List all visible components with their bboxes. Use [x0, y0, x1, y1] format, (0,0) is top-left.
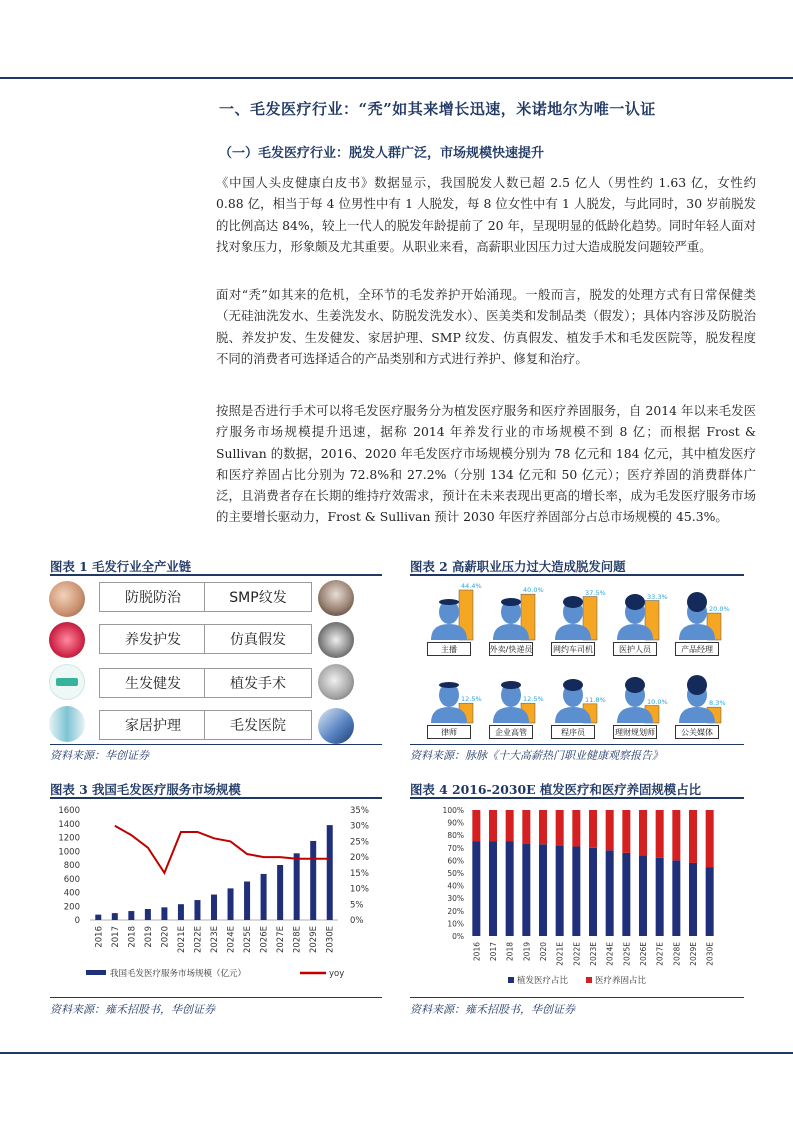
- fig2-title: 图表 2 高薪职业压力过大造成脱发问题: [410, 559, 626, 574]
- person-hair: [439, 682, 459, 688]
- fig2-occupation-label: 公关媒体: [675, 725, 719, 739]
- fig2-pct-label: 8.3%: [709, 699, 726, 708]
- fig2-pct-label: 12.5%: [523, 695, 544, 704]
- fig3-y-tick: 400: [63, 888, 80, 899]
- fig4-bar-yanggu: [589, 810, 597, 848]
- fig3-y2-tick: 20%: [350, 853, 369, 864]
- smp-scalp-photo-icon: [318, 580, 354, 616]
- fig4-y-tick: 30%: [447, 894, 464, 904]
- hair-growth-logo-icon: [49, 664, 85, 700]
- fig3-y2-tick: 5%: [350, 900, 364, 911]
- fig3-y-tick: 800: [63, 861, 80, 871]
- fig4-y-tick: 80%: [447, 831, 464, 841]
- fig4-bar-yanggu: [522, 810, 530, 844]
- fig4-x-tick: 2025E: [622, 942, 632, 966]
- fig3-legend-line-label: yoy: [329, 969, 345, 979]
- fig4-bar-zhifa: [556, 845, 564, 936]
- fig4-y-tick: 100%: [442, 806, 464, 815]
- fig4-x-tick: 2027E: [655, 942, 665, 966]
- box-yiyuan: 毛发医院: [204, 710, 312, 740]
- fig4-x-tick: 2028E: [672, 942, 682, 966]
- transplant-photo-icon: [318, 664, 354, 700]
- subsection-heading: （一）毛发医疗行业：脱发人群广泛，市场规模快速提升: [219, 146, 545, 161]
- person-hair: [687, 675, 707, 695]
- fig3-x-tick: 2020: [160, 926, 171, 948]
- footer-rule: [0, 1052, 793, 1054]
- fig1-bottom-rule: [50, 744, 382, 745]
- fig3-y-tick: 200: [63, 902, 80, 913]
- fig3-y-tick: 1000: [58, 847, 80, 858]
- fig3-bar: [294, 853, 300, 920]
- fig4-x-tick: 2023E: [589, 942, 598, 966]
- fig4-bar-yanggu: [472, 810, 480, 842]
- fig4-bar-yanggu: [622, 810, 630, 853]
- fig3-y2-tick: 10%: [350, 884, 369, 895]
- fig3-x-tick: 2022E: [193, 926, 204, 954]
- box-jiafa: 仿真假发: [204, 624, 312, 654]
- fig3-source: 资料来源：雍禾招股书，华创证券: [50, 1003, 215, 1016]
- fig2-source: 资料来源：脉脉《十大高薪热门职业健康观察报告》: [410, 749, 663, 762]
- fig3-bar: [211, 895, 217, 920]
- fig4-bar-zhifa: [689, 863, 697, 936]
- box-smp: SMP纹发: [204, 582, 312, 612]
- fig4-y-tick: 40%: [447, 881, 464, 891]
- hair-dye-photo-icon: [49, 622, 85, 658]
- box-jiaju: 家居护理: [99, 710, 207, 740]
- fig3-y-tick: 600: [63, 874, 80, 885]
- fig2-pct-label: 40.0%: [523, 586, 544, 595]
- fig2-pct-label: 20.0%: [709, 605, 730, 614]
- fig4-bar-yanggu: [489, 810, 497, 842]
- fig4-x-tick: 2030E: [705, 942, 715, 966]
- fig3-y2-tick: 30%: [350, 821, 369, 832]
- fig3-y-tick: 1600: [58, 806, 80, 816]
- fig2-occupation-label: 程序员: [551, 725, 595, 739]
- fig4-x-tick: 2024E: [605, 942, 615, 966]
- person-hair: [563, 596, 583, 608]
- fig4-bar-zhifa: [522, 844, 530, 936]
- fig2-pct-label: 44.4%: [461, 582, 482, 590]
- box-fangtuo: 防脱防治: [99, 582, 207, 612]
- fig4-bar-yanggu: [556, 810, 564, 845]
- fig4-title-rule: [410, 797, 744, 799]
- fig3-bar: [228, 888, 234, 920]
- fig4-chart: [410, 802, 744, 992]
- fig3-x-tick: 2025E: [243, 926, 254, 954]
- fig4-bar-yanggu: [656, 810, 664, 858]
- fig3-x-tick: 2026E: [259, 926, 270, 954]
- hospital-building-icon: [318, 708, 354, 744]
- fig3-x-tick: 2023E: [210, 926, 220, 954]
- fig3-bar: [128, 911, 134, 920]
- fig1-title: 图表 1 毛发行业全产业链: [50, 559, 192, 574]
- fig1-title-rule: [50, 574, 382, 576]
- fig3-y2-tick: 35%: [350, 806, 369, 816]
- fig1-source: 资料来源：华创证券: [50, 749, 149, 762]
- fig3-y-tick: 1400: [58, 819, 80, 830]
- fig2-pct-label: 10.0%: [647, 697, 668, 706]
- fig2-occupation-label: 主播: [427, 642, 471, 656]
- fig3-x-tick: 2019: [143, 926, 154, 948]
- fig4-bar-yanggu: [572, 810, 580, 847]
- fig4-y-tick: 90%: [447, 818, 464, 828]
- fig2-title-rule: [410, 574, 744, 576]
- fig3-bar: [161, 907, 167, 920]
- person-hair: [625, 594, 645, 610]
- fig3-bar: [277, 865, 283, 920]
- fig4-legend-zhifa-swatch: [508, 977, 514, 983]
- fig4-y-tick: 50%: [447, 869, 464, 878]
- fig2-occupation-label: 外卖/快递员: [489, 642, 533, 656]
- fig3-y-tick: 0: [74, 916, 80, 926]
- fig3-bar: [244, 882, 250, 921]
- fig2-occupation-label: 理财规划师: [613, 725, 657, 739]
- fig4-y-tick: 0%: [452, 932, 464, 941]
- fig3-x-tick: 2027E: [276, 926, 287, 954]
- fig4-legend-yanggu-swatch: [586, 977, 592, 983]
- person-hair: [501, 681, 521, 689]
- fig4-bar-zhifa: [589, 848, 597, 936]
- fig2-pct-label: 33.3%: [647, 592, 668, 601]
- fig4-bottom-rule: [410, 997, 744, 998]
- fig4-bar-yanggu: [672, 810, 680, 860]
- fig3-bar: [145, 909, 151, 920]
- fig3-title-rule: [50, 797, 382, 799]
- fig3-x-tick: 2030E: [325, 926, 336, 954]
- person-hair: [687, 592, 707, 612]
- fig4-title: 图表 4 2016-2030E 植发医疗和医疗养固规模占比: [410, 782, 701, 797]
- home-care-bottle-icon: [49, 706, 85, 742]
- paragraph-1: 《中国人头皮健康白皮书》数据显示，我国脱发人数已超 2.5 亿人（男性约 1.63 亿，女性约 0.88 亿，相当于每 4 位男性中有 1 人脱发，每 8 位女性中有 1 人脱发，与此同时，30 岁前脱发的比例高达 84%，较上一代人的脱发年龄提前了 20 年，呈现明显的低龄化趋势。同时年轻人面对找对象压力，形象颇及尤其重要。从职业来看，高薪职业因压力过大造成脱发问题较严重。: [216, 175, 756, 254]
- fig2-occupation-label: 律师: [427, 725, 471, 739]
- box-yangfa: 养发护发: [99, 624, 207, 654]
- fig4-bar-zhifa: [539, 844, 547, 936]
- fig3-legend-bar-label: 我国毛发医疗服务市场规模（亿元）: [110, 969, 247, 979]
- fig4-x-tick: 2029E: [689, 942, 698, 966]
- fig4-y-tick: 70%: [447, 843, 464, 853]
- fig2-occupation-label: 企业高管: [489, 725, 533, 739]
- fig4-bar-yanggu: [639, 810, 647, 855]
- fig4-bar-zhifa: [706, 867, 714, 936]
- person-hair: [563, 679, 583, 691]
- fig4-bar-zhifa: [622, 853, 630, 936]
- fig3-bar: [310, 841, 316, 920]
- fig4-source: 资料来源：雍禾招股书，华创证券: [410, 1003, 575, 1016]
- fig4-bar-yanggu: [689, 810, 697, 863]
- fig2-bottom-rule: [410, 744, 744, 745]
- fig4-legend-yanggu-label: 医疗养固占比: [595, 976, 647, 986]
- fig2-pct-label: 37.5%: [585, 588, 606, 597]
- fig3-legend-bar-swatch: [86, 970, 106, 975]
- fig2-pct-label: 11.8%: [585, 695, 606, 704]
- fig4-bar-yanggu: [706, 810, 714, 867]
- fig4-x-tick: 2026E: [639, 942, 648, 966]
- fig4-x-tick: 2018: [505, 942, 515, 962]
- fig4-y-tick: 20%: [447, 906, 464, 916]
- fig3-y2-tick: 25%: [350, 837, 369, 848]
- fig4-bar-yanggu: [539, 810, 547, 844]
- fig3-y-tick: 1200: [58, 833, 80, 844]
- fig4-bar-zhifa: [606, 850, 614, 936]
- paragraph-3: 按照是否进行手术可以将毛发医疗服务分为植发医疗服务和医疗养固服务，自 2014 年以来毛发医疗服务市场规模提升迅速，据称 2014 年养发行业的市场规模不到 8 亿；而根据 Frost & Sullivan 的数据，2016、2020 年毛发医疗市场规模分别为 78 亿元和 184 亿元，其中植发医疗和医疗养固占比分别为 72.8%和 27.2%（分别 134 亿元和 50 亿元）；医疗养固的消费群体广泛，且消费者存在长期的维持疗效需求，预计在未来表现出更高的增长率，成为毛发医疗服务市场的主要增长驱动力，Frost & Sullivan 预计 2030 年医疗养固部分占总市场规模的 45.3%。: [216, 403, 756, 525]
- fig3-y2-tick: 15%: [350, 868, 369, 879]
- box-zhifa: 植发手术: [204, 668, 312, 698]
- person-hair: [501, 598, 521, 606]
- fig4-bar-zhifa: [472, 842, 480, 937]
- fig3-x-tick: 2029E: [309, 926, 320, 954]
- fig4-y-tick: 60%: [447, 856, 464, 866]
- fig3-bar: [95, 915, 101, 920]
- fig4-x-tick: 2020: [539, 942, 548, 962]
- fig4-bar-yanggu: [606, 810, 614, 850]
- fig4-y-tick: 10%: [447, 919, 464, 929]
- fig4-x-tick: 2021E: [555, 942, 565, 966]
- fig3-x-tick: 2016: [94, 926, 105, 948]
- fig2-pct-label: 12.5%: [461, 695, 482, 704]
- box-shengfa: 生发健发: [99, 668, 207, 698]
- section-heading: 一、毛发医疗行业：“秃”如其来增长迅速，米诺地尔为唯一认证: [219, 100, 656, 118]
- hair-care-photo-icon: [49, 581, 85, 617]
- fig3-x-tick: 2017: [110, 926, 121, 948]
- wig-photo-icon: [318, 622, 354, 658]
- fig4-x-tick: 2016: [472, 942, 482, 962]
- fig3-x-tick: 2024E: [226, 926, 237, 954]
- fig4-legend-zhifa-label: 植发医疗占比: [517, 976, 569, 986]
- header-rule: [0, 77, 793, 79]
- fig2-occupation-label: 产品经理: [675, 642, 719, 656]
- fig4-bar-zhifa: [656, 858, 664, 936]
- fig3-bar: [178, 904, 184, 920]
- fig3-title: 图表 3 我国毛发医疗服务市场规模: [50, 782, 241, 797]
- fig4-x-tick: 2017: [489, 942, 498, 962]
- fig3-bar: [194, 900, 200, 920]
- fig3-chart: [50, 802, 384, 992]
- person-hair: [439, 599, 459, 605]
- fig4-bar-yanggu: [506, 810, 514, 842]
- fig3-x-tick: 2028E: [292, 926, 303, 954]
- fig4-bar-zhifa: [572, 847, 580, 936]
- person-hair: [625, 677, 645, 693]
- fig3-x-tick: 2018: [127, 926, 138, 948]
- fig4-x-tick: 2022E: [572, 942, 582, 966]
- fig3-bar: [327, 825, 333, 920]
- fig2-occupation-label: 医护人员: [613, 642, 657, 656]
- fig3-x-tick: 2021E: [176, 926, 187, 954]
- fig3-bottom-rule: [50, 997, 382, 998]
- fig4-x-tick: 2019: [522, 942, 532, 962]
- fig4-bar-zhifa: [506, 842, 514, 937]
- fig4-bar-zhifa: [672, 860, 680, 936]
- paragraph-2: 面对“秃”如其来的危机，全环节的毛发养护开始涌现。一般而言，脱发的处理方式有日常保健类（无硅油洗发水、生姜洗发水、防脱发洗发水）、医美类和发制品类（假发）；具体内容涉及防脱治脱、养发护发、生发健发、家居护理、SMP 纹发、仿真假发、植发手术和毛发医院等，脱发程度不同的消费者可选择适合的产品类别和方式进行养护、修复和治疗。: [216, 287, 756, 366]
- fig2-occupation-label: 网约车司机: [551, 642, 595, 656]
- fig3-bar: [261, 874, 267, 920]
- fig3-y2-tick: 0%: [350, 916, 364, 926]
- fig4-bar-zhifa: [489, 842, 497, 937]
- fig4-bar-zhifa: [639, 855, 647, 936]
- fig3-bar: [112, 913, 118, 920]
